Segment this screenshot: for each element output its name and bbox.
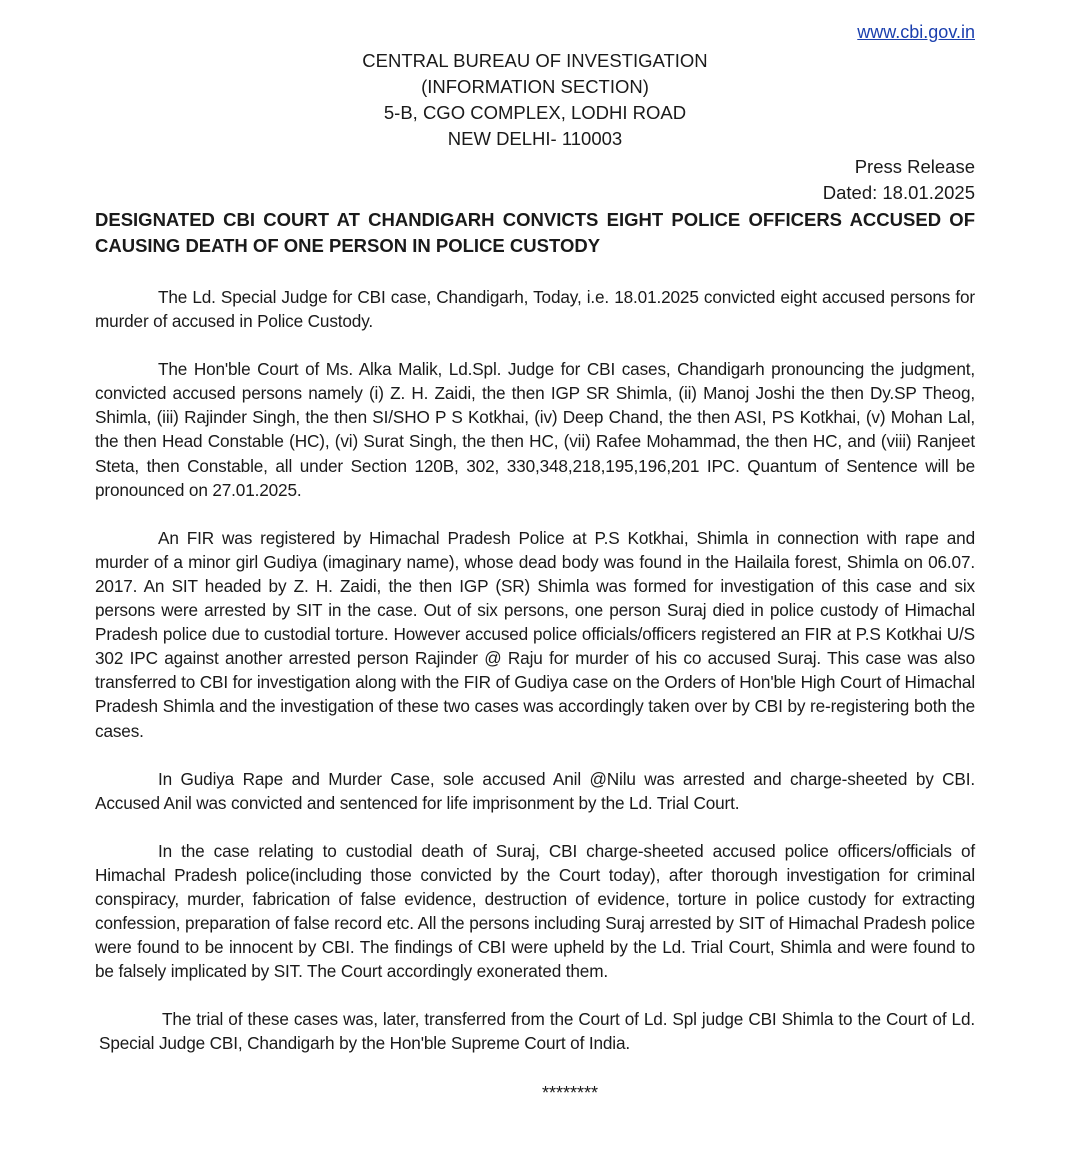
release-type: Press Release bbox=[854, 156, 975, 177]
paragraph-trial-transfer: The trial of these cases was, later, transferred from the Court of Ld. Spl judge CBI Shimla to the Court of Ld. Special Judge CBI, Chandigarh by the Hon'ble Supreme Court of India. bbox=[99, 1009, 975, 1054]
org-name: CENTRAL BUREAU OF INVESTIGATION bbox=[362, 50, 708, 71]
release-info bbox=[823, 154, 975, 206]
org-section: (INFORMATION SECTION) bbox=[421, 76, 649, 97]
org-city: NEW DELHI- 110003 bbox=[447, 128, 623, 149]
headline-line-1: DESIGNATED CBI COURT AT CHANDIGARH CONVICTS EIGHT POLICE OFFICERS ACCUSED OF bbox=[95, 209, 975, 230]
paragraph-gudiya-case: In Gudiya Rape and Murder Case, sole accused Anil @Nilu was arrested and charge-sheeted by CBI. Accused Anil was convicted and sentenced for life imprisonment by the Ld. Trial Court. bbox=[95, 768, 975, 813]
press-release-headline bbox=[95, 207, 975, 259]
website-link[interactable]: www.cbi.gov.in bbox=[857, 22, 975, 42]
org-address: 5-B, CGO COMPLEX, LODHI ROAD bbox=[383, 102, 687, 123]
organization-header bbox=[95, 48, 975, 152]
paragraph-case-background: An FIR was registered by Himachal Pradesh Police at P.S Kotkhai, Shimla in connection with rape and murder of a minor girl Gudiya (imaginary name), whose dead body was found in the Hailaila forest, Shimla on 06.07. 2017. An SIT headed by Z. H. Zaidi, the then IGP (SR) Shimla was formed for investigation of this case and six persons were arrested by SIT in the case. Out of six persons, one person Suraj died in police custody of Himachal Pradesh police due to custodial torture. However accused police officials/officers registered an FIR at P.S Kotkhai U/S 302 IPC against another arrested person Rajinder @ Raju for murder of his co accused Suraj. This case was also transferred to CBI for investigation along with the FIR of Gudiya case on the Orders of Hon'ble High Court of Himachal Pradesh Shimla and the investigation of these two cases was accordingly taken over by CBI by re-registering both the cases. bbox=[95, 527, 975, 741]
paragraph-custodial-death-case: In the case relating to custodial death of Suraj, CBI charge-sheeted accused police officers/officials of Himachal Pradesh police(including those convicted by the Court today), after thorough investigation for criminal conspiracy, murder, fabrication of false evidence, destruction of evidence, torture in police custody for extracting confession, preparation of false record etc. All the persons including Suraj arrested by SIT of Himachal Pradesh police were found to be innocent by CBI. The findings of CBI were upheld by the Ld. Trial Court, Shimla and were found to be falsely implicated by SIT. The Court accordingly exonerated them. bbox=[95, 840, 975, 982]
release-date: Dated: 18.01.2025 bbox=[822, 182, 975, 203]
paragraph-conviction-summary: The Ld. Special Judge for CBI case, Chandigarh, Today, i.e. 18.01.2025 convicted eight accused persons for murder of accused in Police Custody. bbox=[95, 287, 975, 332]
end-separator: ******** bbox=[541, 1083, 599, 1103]
press-release-body bbox=[95, 285, 975, 1080]
press-release-page bbox=[95, 0, 975, 1160]
headline-line-2: CAUSING DEATH OF ONE PERSON IN POLICE CUSTODY bbox=[95, 235, 601, 256]
paragraph-convicted-persons: The Hon'ble Court of Ms. Alka Malik, Ld.Spl. Judge for CBI cases, Chandigarh pronouncing the judgment, convicted accused persons namely (i) Z. H. Zaidi, the then IGP SR Shimla, (ii) Manoj Joshi the then Dy.SP Theog, Shimla, (iii) Rajinder Singh, the then SI/SHO P S Kotkhai, (iv) Deep Chand, the then ASI, PS Kotkhai, (v) Mohan Lal, the then Head Constable (HC), (vi) Surat Singh, the then HC, (vii) Rafee Mohammad, the then HC, and (viii) Ranjeet Steta, then Constable, all under Section 120B, 302, 330,348,218,195,196,201 IPC. Quantum of Sentence will be pronounced on 27.01.2025. bbox=[95, 359, 975, 500]
